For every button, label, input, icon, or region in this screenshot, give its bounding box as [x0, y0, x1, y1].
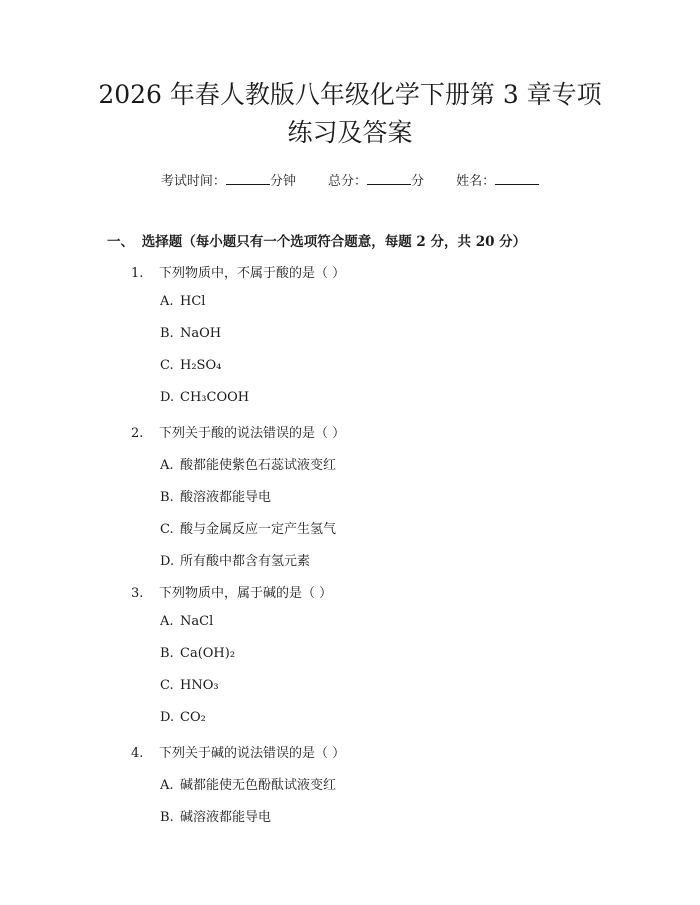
question-number: 4. — [131, 746, 144, 761]
exam-time — [161, 170, 296, 189]
option-letter: B. — [160, 326, 174, 341]
option — [160, 678, 219, 693]
option-letter: D. — [160, 710, 175, 725]
total-score — [328, 170, 424, 189]
question — [131, 582, 332, 601]
option-letter: B. — [160, 646, 174, 661]
option — [160, 390, 249, 405]
option-letter: C. — [160, 678, 174, 693]
question — [131, 422, 345, 441]
question-text: 下列关于酸的说法错误的是（ ） — [159, 426, 346, 441]
option-text: CO₂ — [180, 710, 206, 725]
option-text: 所有酸中都含有氢元素 — [180, 554, 311, 569]
exam-info — [0, 170, 700, 189]
option — [160, 774, 336, 793]
question — [131, 742, 345, 761]
option — [160, 646, 235, 661]
question-text: 下列物质中，不属于酸的是（ ） — [159, 266, 346, 281]
option-letter: B. — [160, 490, 174, 505]
option-text: 碱溶液都能导电 — [180, 810, 272, 825]
exam-time-unit: 分钟 — [269, 174, 296, 189]
question-number: 1. — [131, 266, 144, 281]
option-letter: C. — [160, 522, 174, 537]
option-letter: B. — [160, 810, 174, 825]
option — [160, 454, 336, 473]
option — [160, 358, 221, 373]
option — [160, 806, 271, 825]
total-score-label: 总分： — [327, 174, 367, 189]
option — [160, 294, 205, 309]
option — [160, 550, 310, 569]
student-name-label: 姓名： — [456, 174, 496, 189]
option-letter: D. — [160, 554, 175, 569]
section-heading — [107, 230, 667, 250]
option — [160, 518, 336, 537]
option-text: NaCl — [180, 614, 214, 629]
exam-time-label: 考试时间： — [160, 174, 226, 189]
option-letter: D. — [160, 390, 175, 405]
title-line-2: 练习及答案 — [287, 118, 413, 147]
option-text: HCl — [180, 294, 206, 309]
option-letter: A. — [160, 294, 174, 309]
question-number: 2. — [131, 426, 144, 441]
option-letter: A. — [160, 778, 174, 793]
option-letter: A. — [160, 458, 174, 473]
option-text: 碱都能使无色酚酞试液变红 — [180, 778, 337, 793]
exam-time-blank — [226, 172, 270, 185]
option-text: 酸与金属反应一定产生氢气 — [180, 522, 337, 537]
page-title — [0, 76, 700, 152]
question-number: 3. — [131, 586, 144, 601]
total-score-unit: 分 — [411, 174, 425, 189]
option-text: HNO₃ — [180, 678, 219, 693]
question — [131, 262, 345, 281]
question-text: 下列关于碱的说法错误的是（ ） — [159, 746, 346, 761]
section-number: 一、 — [107, 234, 134, 250]
option-letter: C. — [160, 358, 174, 373]
option-text: CH₃COOH — [180, 390, 250, 405]
option-text: H₂SO₄ — [180, 358, 222, 373]
option-text: Ca(OH)₂ — [180, 646, 236, 661]
option — [160, 326, 221, 341]
option-letter: A. — [160, 614, 174, 629]
option-text: 酸都能使紫色石蕊试液变红 — [180, 458, 337, 473]
total-score-blank — [367, 172, 411, 185]
option — [160, 614, 213, 629]
student-name — [456, 170, 539, 189]
option-text: 酸溶液都能导电 — [180, 490, 272, 505]
title-line-1: 2026 年春人教版八年级化学下册第 3 章专项 — [98, 80, 602, 109]
option-text: NaOH — [180, 326, 222, 341]
section-title: 选择题（每小题只有一个选项符合题意，每题 2 分，共 20 分） — [141, 234, 527, 250]
student-name-blank — [495, 172, 539, 185]
option — [160, 710, 206, 725]
question-text: 下列物质中，属于碱的是（ ） — [159, 586, 333, 601]
option — [160, 486, 271, 505]
